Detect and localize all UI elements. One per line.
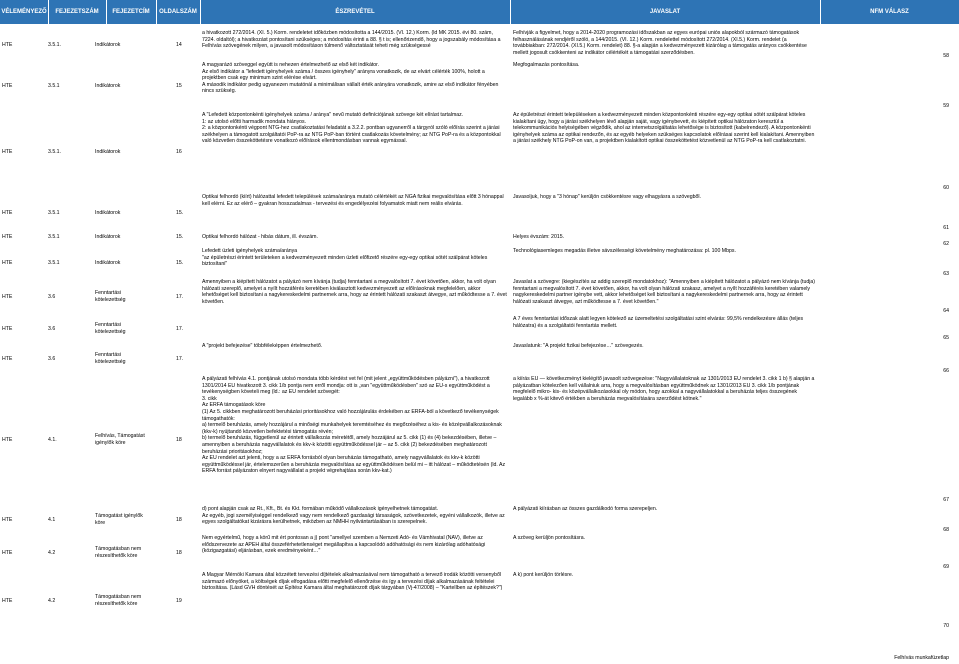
row-number: 62 [943, 241, 949, 247]
chapter-number-cell: 3.6 [48, 293, 56, 300]
header-comment: ÉSZREVÉTEL [335, 9, 375, 15]
page-number-cell: 17. [176, 325, 184, 332]
header-chapter-number: FEJEZETSZÁM [55, 9, 99, 15]
chapter-number-cell: 3.5.1. [48, 148, 61, 155]
page-number-cell: 15 [176, 82, 182, 89]
chapter-title-cell: Támogatásban nem részesíthetők köre [95, 546, 142, 559]
chapter-title-cell: Támogatást igénylők köre [95, 513, 143, 526]
chapter-title-cell: Indikátorok [95, 209, 121, 216]
chapter-title-cell: Indikátorok [95, 234, 121, 240]
proposal-cell: Javaslat a szövegre: (kiegészítés az addig szereplő mondatokhoz): "Amennyiben a kiépített hálózatot a pályázó nem kívánja (tudja) fenntartani a megvalósított 7. évet követően, akkor, ha volt olyan hálózati szakasz, amelyet a nyílt hozzáférés keretében valamely nagykereskedelmi partner igénybe vett, akkor lehetőséget kell biztosítani a nagykereskedelmi partnernek arra, hogy az érintett hálózati szakaszt átvegye, azt működtesse a 7. évet követően." [513, 279, 816, 305]
chapter-number-cell: 4.1 [48, 516, 56, 523]
header-reviewer: VÉLEMÉNYEZŐ [1, 9, 47, 15]
chapter-title-cell: Támogatásban nem részesíthetők köre [95, 594, 142, 607]
chapter-number-cell: 3.6 [48, 325, 56, 332]
table-row [0, 279, 959, 315]
reviewer-cell: HTE [2, 436, 13, 443]
chapter-number-cell: 3.5.1 [48, 209, 60, 216]
reviewer-cell: HTE [2, 209, 13, 216]
reviewer-cell: HTE [2, 259, 13, 266]
comment-cell: A Magyar Mérnöki Kamara által közzétett tervezési díjtételek alkalmazásával nem támogatható a tervező irodák közötti versenyből származó előnyöket, a költségek díjak elfogadása előtti megfelelő ellenőrzése és így a tervezési díjak alkalmazásának feltételei biztosítása. (Lásd GVH döntését az Építész Kamara által meghatározott díjak tárgyában (Vj-47/2008) – "Kartellben az építészek?") [202, 572, 503, 592]
page-number-cell: 15. [176, 234, 184, 240]
proposal-cell: A 7 éves fenntartási időszak alatt legyen kötelező az üzemeltetési szolgáltatási szint elvárás: 99,5% rendelkezésre állás (teljes hálózatra) és a szolgáltatói fenntartás mellett. [513, 316, 804, 329]
header-proposal: JAVASLAT [649, 9, 681, 15]
page-number-cell: 18 [176, 436, 182, 443]
chapter-title-cell: Indikátorok [95, 148, 121, 155]
table-row [0, 248, 959, 278]
proposal-cell: A pályázati kiírásban az összes gazdálkodó forma szerepeljen. [513, 506, 658, 512]
row-number: 69 [943, 564, 949, 570]
table-row [0, 234, 959, 248]
reviewer-cell: HTE [2, 148, 13, 155]
table-row [0, 194, 959, 232]
chapter-title-cell: Felhívás, Támogatást igénylők köre [95, 433, 145, 446]
chapter-number-cell: 3.5.1. [48, 41, 61, 48]
chapter-title-cell: Fenntartási kötelezettség [95, 352, 126, 365]
comment-cell [202, 316, 507, 342]
comment-cell: A magyarázó szöveggel együtt is nehezen értelmezhető az első két indikátor. Az első indikátor a "lefedett igényhelyek száma / összes igényhely" arányra vonatkozik, de az elvárt célérték 100%, holott a projektben csak egy minimum szint elérése elvárt. A második indikátor pedig ugyanezen mutatónál a minimálisan vállalt érték arányára vonatkozik, amire az első indikátor fényében nincs szükség. [202, 62, 499, 95]
table-row [0, 343, 959, 375]
proposal-cell: a kiírás EU — következményt kielégítő javasolt szövegezése: "Nagyvállalatoknak az 1301/2013 EU rendelet 3. cikk 1 b) § alapján a pályázatban kötelezően kell vállalniuk arra, hogy a megvalósításban együttműködnek az 1301/2013 EU 3. cikk 1/b pontjának megfelelő mikro- kis- és középvállalkozásokkal oly módon, hogy azokkal a nagyvállalatokkal a beruházás teljes összegének legalább x %-át kitevő értékben a beruházás megvalósítására szerződést kötnek." [513, 376, 815, 402]
page-number-cell: 18 [176, 516, 182, 523]
header-page: OLDALSZÁM [159, 9, 197, 15]
table-row [0, 316, 959, 342]
chapter-number-cell: 3.6 [48, 355, 56, 362]
proposal-cell: Felhívják a figyelmet, hogy a 2014-2020 programozási időszakban az egyes európai uniós alapokból származó támogatások felhasználásának rendjéről szóló, a 144/2015. (VI. 12.) Korm. rendelettel módosított 272/2014. (XI.5.) Korm. rendelet (a továbbiakban: 272/2014. (XI.5.) Korm. rendelet) 88. §-a alapján a kedvezményezett kizárólag a támogatás arányos csökkentése mellett jogosult csökkenteni az indikátor célértékét a támogatási szerződésben. [513, 30, 807, 56]
proposal-cell: A k) pont kerüljön törlésre. [513, 572, 574, 578]
reviewer-cell: HTE [2, 549, 13, 556]
table-row [0, 535, 959, 571]
chapter-number-cell: 3.5.1 [48, 82, 60, 89]
page-number-cell: 16 [176, 148, 182, 155]
chapter-number-cell: 3.5.1 [48, 259, 60, 266]
table-row [0, 62, 959, 110]
reviewer-cell: HTE [2, 234, 13, 240]
reviewer-cell: HTE [2, 82, 13, 89]
row-number: 59 [943, 103, 949, 109]
proposal-cell: Helyes évszám: 2015. [513, 234, 565, 240]
comment-cell: A pályázati felhívás 4.1. pontjának utolsó mondata több kérdést vet fel (mit jelent „együttműködésben pályázni"), a hivatkozott 1301/2014 EU hivatkozott 3. cikk 1/b pontja nem erről mondja: ott is „van "együttműködésben" szó az EU-s együttműködést a tevékenységben követeli meg (ld.: az EU rendelet szövegét: 3. cikk Az ERFA támogatások köre (1) Az 5. cikkben meghatározott beruházási prioritásokhoz való hozzájárulás érdekében az ERFA-ból a következő tevékenységek támogathatók: a) termelő beruházás, amely hozzájárul a minőségi munkahelyek teremtéséhez és megőrzéséhez a kis- és középvállalkozásoknak (kkv-k) nyújtandó közvetlen befektetési támogatás révén; b) termelő beruházás, függetlenül az érintett vállalkozás méretétől, amely hozzájárul az 5. cikk (1) és (4) bekezdésében, illetve – amennyiben a beruházás nagyvállalatok és kkv-k közötti együttműködéssel jár – az 5. cikk (2) bekezdésében meghatározott beruházási prioritásokhoz; Az EU rendelet azt jelenti, hogy a az ERFA forrásból olyan beruházás támogatható, amely nagyvállalatok és kkv-k közötti együttműködéssel jár, értelemszerűen a beruházás megvalósítása az együttműködésen belül mi – itt hálózat – működtetésén (ld. Az ERFA forrást pályázaton elnyert nagyvállalat a projekt végrehajtása során kkv-kat.) [202, 376, 506, 475]
table-row [0, 506, 959, 534]
row-number: 61 [943, 225, 949, 231]
proposal-cell: Megfogalmazás pontosítása. [513, 62, 580, 68]
header-chapter-title: FEJEZETCÍM [112, 9, 150, 15]
table-row [0, 112, 959, 192]
row-number: 58 [943, 53, 949, 59]
page-number-cell: 14 [176, 41, 182, 48]
table-row [0, 572, 959, 630]
chapter-title-cell: Indikátorok [95, 41, 121, 48]
reviewer-cell: HTE [2, 355, 13, 362]
row-number: 65 [943, 335, 949, 341]
row-number: 68 [943, 527, 949, 533]
reviewer-cell: HTE [2, 597, 13, 604]
row-number: 63 [943, 271, 949, 277]
chapter-number-cell: 4.2 [48, 549, 56, 556]
comment-cell: A "Lefedett központonkénti igényhelyek száma / aránya" nevű mutató definíciójának szövege két elírást tartalmaz. 1: az utolsó előtti harmadik mondata hiányos. 2: a központonkénti végpont NTG-hez csatlakoztatási feladatát a 3.2.2. pontban ugyanerről a tárgyról szóló előírás szerint a járási székhelyen a támogatott szolgáltatói PoP-ra az NTG PoP-ban történt csatlakozás követelmény; az NTG PoP-ra és a központokkal való közvetlen összeköttetésre vonatkozó előírások ellentmondásban vannak egymással. [202, 112, 501, 145]
header-nfm-answer: NFM VÁLASZ [870, 9, 909, 15]
reviewer-cell: HTE [2, 516, 13, 523]
table-header [0, 0, 959, 24]
page-number-cell: 19 [176, 597, 182, 604]
reviewer-cell: HTE [2, 41, 13, 48]
page-number-cell: 17. [176, 293, 184, 300]
proposal-cell: Az épületrészi érintett településeken a kedvezményezett minden központonkénti részére egy-egy optikai sötét szálpárat köteles kialakítani úgy, hogy a járási székhelyen lévő alapján saját, vagy igénybevett, és kiépített optikai hálózaton keresztül a telekommunikációs helyiségében végződik, ahol az internetszolgáltatás lehetősége is biztosított (kabelrendező). A központonkénti igényhelyek száma az optikai rendezőn, és az egyéb helyeken szükséges kapcsolatok előírásai szerint kell kialakítani. Amennyiben a járási székhely NTG PoP-on van, a projektben kialakított optikai összeköttetést közvetlenül az NTG PoP-ra kell csatlakoztatni. [513, 112, 815, 145]
footer-sheet-name: Felhívás munkafüzetlap [894, 655, 949, 661]
proposal-cell: Javaslatunk: "A projekt fizikai befejezése…" szövegezés. [513, 343, 644, 349]
page-number-cell: 18 [176, 549, 182, 556]
comment-cell: Optikai felhordó hálózat - hibás dátum, ill. évszám. [202, 234, 318, 240]
chapter-title-cell: Fenntartási kötelezettség [95, 290, 126, 303]
reviewer-cell: HTE [2, 293, 13, 300]
page-number-cell: 15. [176, 209, 184, 216]
comment-cell: A "projekt befejezése" többféleképpen értelmezhető. [202, 343, 323, 349]
proposal-cell: A szöveg kerüljön pontosításra. [513, 535, 586, 541]
proposal-cell: Technológiasemleges megadás illetve sávszélességi követelmény meghatározása: pl. 100 Mbps. [513, 248, 736, 254]
comment-cell: Nem egyértelmű, hogy a körű mit ért pontosan a j) pont "amellyel szemben a Nemzeti Adó- és Vámhivatal (NAV), illetve az elődszervezete az APEH által összeférhetetlenséget megállapítva a kapcsolódó adóhatósági és nem kizárólag adóhatósági (közigazgatási) eljárásban, ezek eredményeként…" [202, 535, 486, 555]
chapter-number-cell: 4.2 [48, 597, 56, 604]
page-number-cell: 17. [176, 355, 184, 362]
chapter-number-cell: 3.5.1 [48, 234, 60, 240]
row-number: 60 [943, 185, 949, 191]
table-row [0, 376, 959, 504]
page-number-cell: 15. [176, 259, 184, 266]
comment-cell: a hivatkozott 272/2014. (XI. 5.) Korm. rendeletet időközben módosította a 144/2015. (VI. 12.) Korm. (ld MK 2015. évi 80. szám, 7224. oldaltól); a hivatkozást pontosítani szükséges; a módosítás érinti a 88. § t is; ellenőrizendő, hogy a jogszabály módosítása a Felhívás szövegének milyen, a javasolt módosításon túlmenő változtatását teheti még szükségessé [202, 30, 501, 50]
table-row [0, 30, 959, 60]
chapter-number-cell: 4.1. [48, 436, 57, 443]
comment-cell: Lefedett üzleti igényhelyek száma/aránya "az épületrészi érintett területeken a kedvezményezett minden üzleti előfizető részére egy-egy optikai sötét szálpárat köteles biztosítani" [202, 248, 488, 268]
chapter-title-cell: Indikátorok [95, 82, 121, 89]
chapter-title-cell: Fenntartási kötelezettség [95, 322, 126, 335]
comment-cell: Amennyiben a kiépített hálózatot a pályázó nem kívánja (tudja) fenntartani a megvalósított 7. évet követően, akkor, ha volt olyan hálózati szereplő, amelyet a nyílt hozzáférés keretében kiválasztott kedvezményezett az előírásoknak megfelelően, akkor lehetőséget kell biztosítani a nagykereskedelmi partnernek arra, hogy az érintett hálózati szakaszt átvegye, azt működtesse a 7. évet követően. [202, 279, 507, 305]
row-number: 67 [943, 497, 949, 503]
row-number: 66 [943, 368, 949, 374]
reviewer-cell: HTE [2, 325, 13, 332]
proposal-cell: Javasoljuk, hogy a "3 hónap" kerüljön csökkentésre vagy elhagyásra a szövegből. [513, 194, 701, 200]
comment-cell: Optikai felhordó (kiírt) hálózattal lefedett települések száma/aránya mutató célértékét az NGA fizikai megvalósítása előtt 3 hónappal kell elérni. Ez az elérő – gyakran hosszadalmas - tervezési és engedélyezési folyamatok miatt nem reális elvárás. [202, 194, 504, 207]
row-number: 64 [943, 308, 949, 314]
comment-cell: d) pont alapján csak az Rt., Kft., Bt. és Kkt. formában működő vállalkozások igényelhetnek támogatást. Az egyéb, jogi személyiséggel rendelkező vagy nem rendelkező gazdasági társaságok, szövetkezetek, egyéni vállalkozók, illetve az egyes szolgáltatókat kizárásra kerülhetnek, miközben az NMHH nyilvántartásában is szerepelnek. [202, 506, 505, 526]
row-number: 70 [943, 623, 949, 629]
chapter-title-cell: Indikátorok [95, 259, 121, 266]
